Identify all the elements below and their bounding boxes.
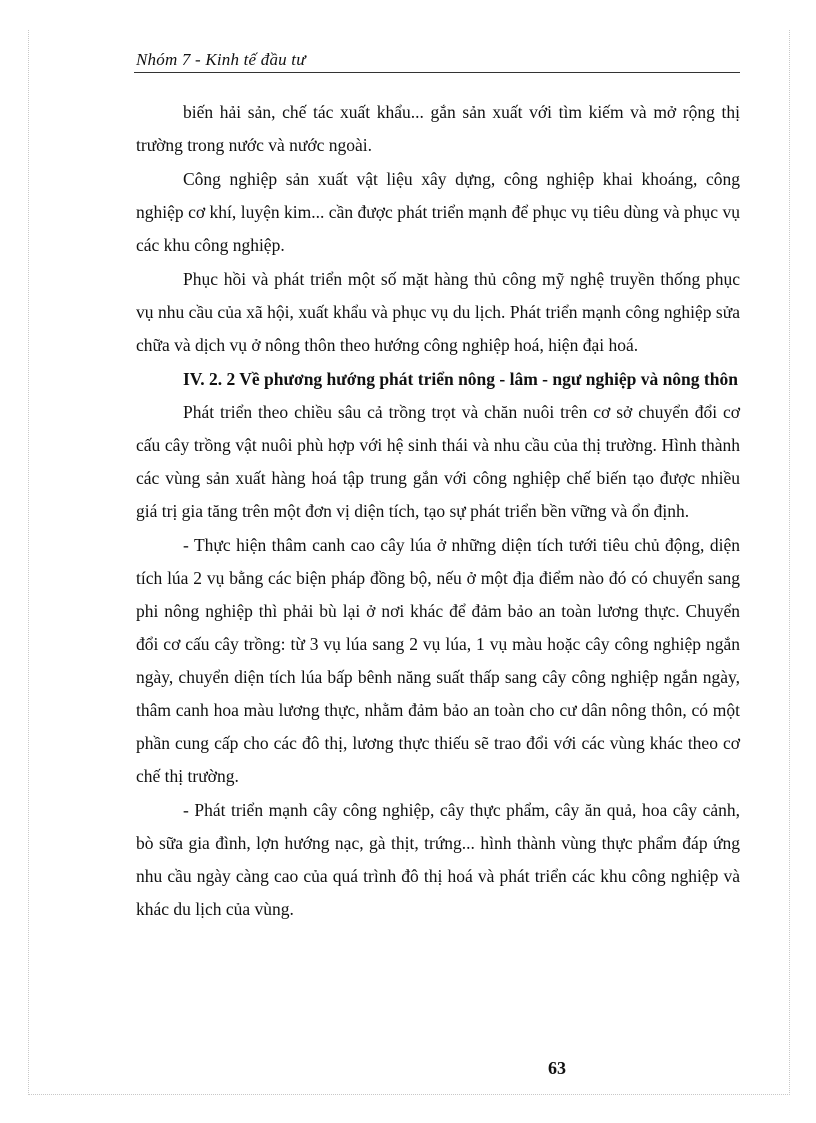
paragraph-rice-intensification: - Thực hiện thâm canh cao cây lúa ở những diện tích tưới tiêu chủ động, diện tích lúa 2 vụ bằng các biện pháp đồng bộ, nếu ở một địa điểm nào đó có chuyển sang phi nông nghiệp thì phải bù lại ở nơi khác để đảm bảo an toàn lương thực. Chuyển đổi cơ cấu cây trồng: từ 3 vụ lúa sang 2 vụ lúa, 1 vụ màu hoặc cây công nghiệp ngắn ngày, chuyển diện tích lúa bấp bênh năng suất thấp sang cây công nghiệp ngắn ngày, thâm canh hoa màu lương thực, nhằm đảm bảo an toàn cho cư dân nông thôn, có một phần cung cấp cho các đô thị, lương thực thiếu sẽ trao đổi với các vùng khác theo cơ chế thị trường.	[136, 535, 740, 786]
page-frame-bottom	[28, 1094, 790, 1095]
document-body	[136, 96, 740, 926]
paragraph-agriculture-depth: Phát triển theo chiều sâu cả trồng trọt và chăn nuôi trên cơ sở chuyển đổi cơ cấu cây trồng vật nuôi phù hợp với hệ sinh thái và nhu cầu của thị trường. Hình thành các vùng sản xuất hàng hoá tập trung gắn với công nghiệp chế biến tạo được nhiều giá trị gia tăng trên một đơn vị diện tích, tạo sự phát triển bền vững và ổn định.	[136, 402, 740, 521]
paragraph-building-materials: Công nghiệp sản xuất vật liệu xây dựng, công nghiệp khai khoáng, công nghiệp cơ khí, luyện kim... cần được phát triển mạnh để phục vụ tiêu dùng và phục vụ các khu công nghiệp.	[136, 169, 740, 255]
page-number: 63	[548, 1058, 566, 1078]
paragraph-handicrafts: Phục hồi và phát triển một số mặt hàng thủ công mỹ nghệ truyền thống phục vụ nhu cầu của xã hội, xuất khẩu và phục vụ du lịch. Phát triển mạnh công nghiệp sửa chữa và dịch vụ ở nông thôn theo hướng công nghiệp hoá, hiện đại hoá.	[136, 269, 740, 355]
header-rule	[134, 72, 740, 73]
page-frame-right	[789, 30, 790, 1095]
page-frame-left	[28, 30, 29, 1095]
paragraph-industrial-crops: - Phát triển mạnh cây công nghiệp, cây thực phẩm, cây ăn quả, hoa cây cảnh, bò sữa gia đình, lợn hướng nạc, gà thịt, trứng... hình thành vùng thực phẩm đáp ứng nhu cầu ngày càng cao của quá trình đô thị hoá và phát triển các khu công nghiệp và khác du lịch của vùng.	[136, 800, 740, 919]
running-header: Nhóm 7 - Kinh tế đầu tư	[136, 50, 306, 69]
paragraph-continuation: biến hải sản, chế tác xuất khẩu... gắn sản xuất với tìm kiếm và mở rộng thị trường trong nước và nước ngoài.	[136, 102, 740, 155]
section-heading: IV. 2. 2 Về phương hướng phát triển nông - lâm - ngư nghiệp và nông thôn	[183, 369, 738, 389]
